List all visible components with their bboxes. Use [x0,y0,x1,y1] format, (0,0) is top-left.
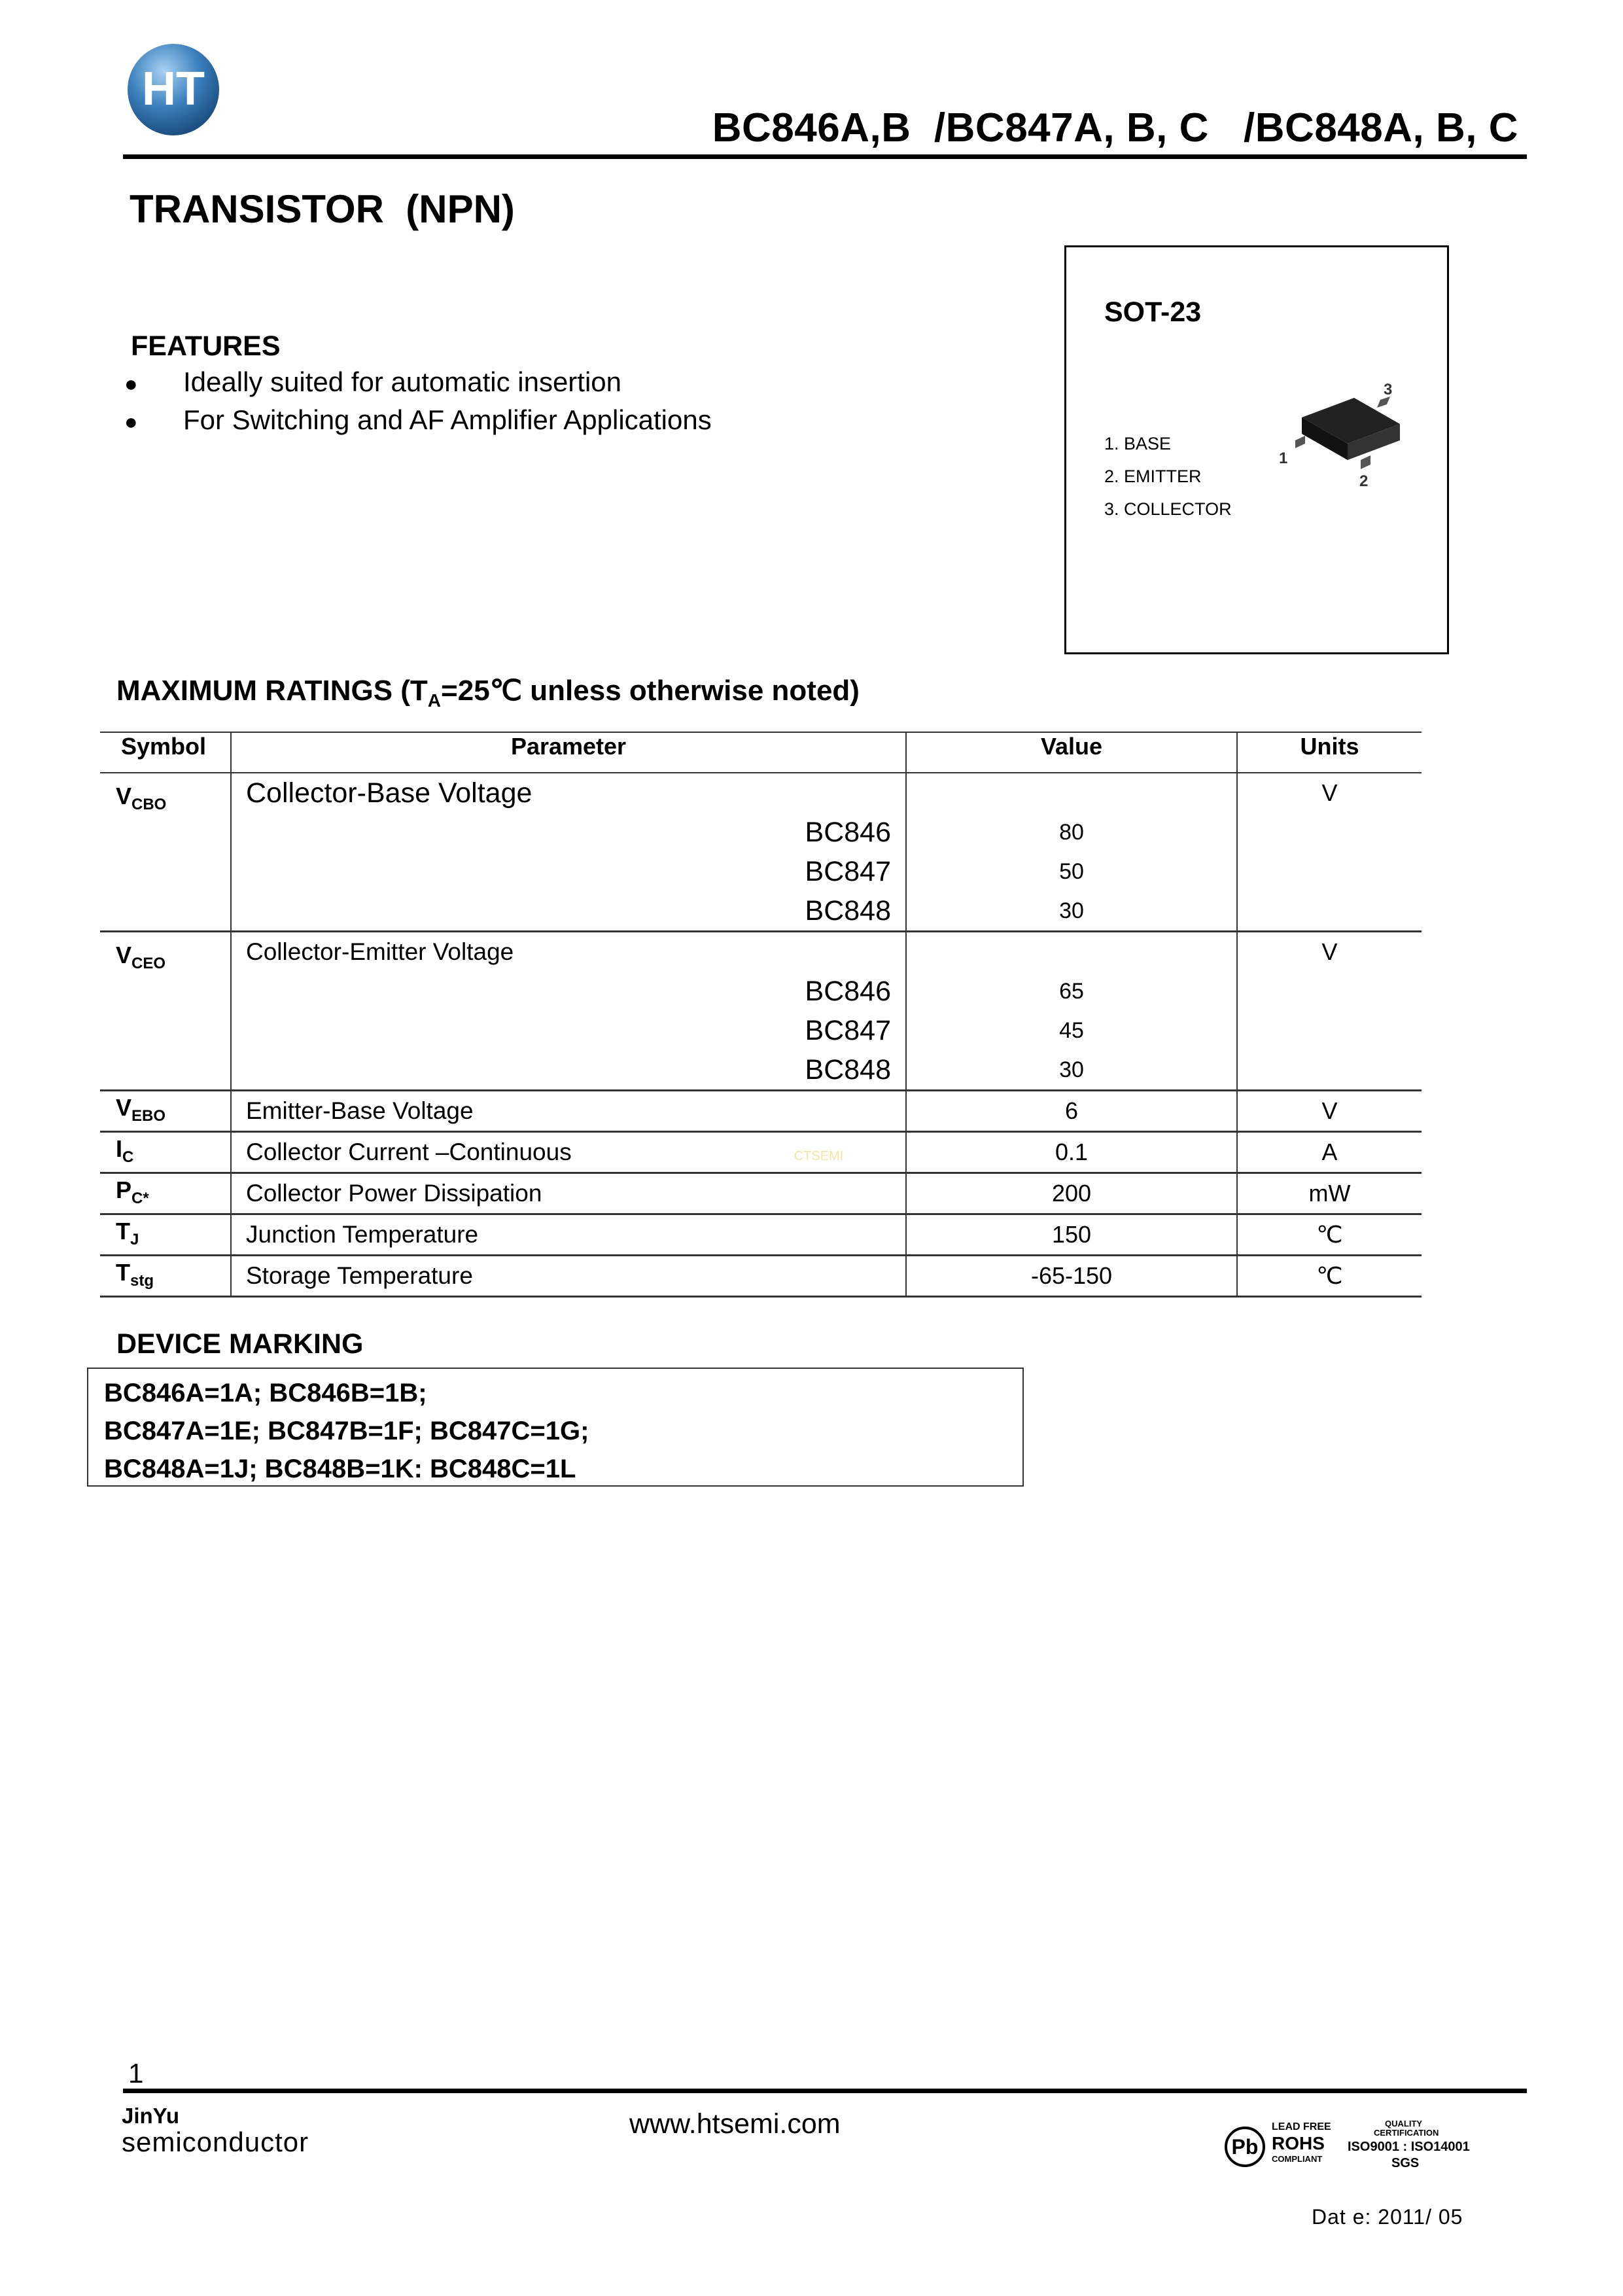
table-header-row [100,732,1422,773]
symbol-cell: $T_{stg}$ [100,1256,231,1297]
parameter-cell: Collector-Emitter Voltage BC846 BC847 BC848 [231,932,906,1091]
company-subtitle: semiconductor [122,2127,309,2157]
column-header-parameter: Parameter [231,732,906,773]
pin-label-emitter: 2. EMITTER [1104,467,1202,486]
unit-cell: ℃ [1237,1256,1422,1297]
symbol-cell: $I_C$ [100,1132,231,1173]
marking-line: BC848A=1J; BC848B=1K: BC848C=1L [104,1455,576,1483]
sot23-package-icon [1263,378,1420,489]
feature-item [124,404,712,436]
device-marking-box [87,1368,1024,1487]
lead-free-label: LEAD FREE [1272,2121,1331,2132]
iso-label: ISO9001 : ISO14001 [1348,2140,1470,2154]
certification-label: CERTIFICATION [1374,2128,1439,2138]
value-cell: 150 [906,1214,1237,1256]
device-marking-heading: DEVICE MARKING [116,1328,364,1360]
package-box [1064,245,1449,654]
table-row [100,1132,1422,1173]
features-heading: FEATURES [131,330,281,362]
column-header-units: Units [1237,732,1422,773]
parameter-cell: Junction Temperature [231,1214,906,1256]
header-rule [123,154,1527,159]
document-date: Dat e: 2011/ 05 [1312,2205,1463,2229]
bullet-icon: ● [124,372,138,397]
table-row [100,1256,1422,1297]
pin-label-collector: 3. COLLECTOR [1104,499,1232,519]
pin-number-1: 1 [1279,450,1288,467]
table-row [100,932,1422,1091]
rohs-label: ROHS [1272,2133,1325,2153]
company-logo [124,41,222,139]
value-cell: 0.1 [906,1132,1237,1173]
quality-label: QUALITY [1385,2119,1423,2128]
ratings-table [100,732,1422,1298]
unit-cell: A [1237,1132,1422,1173]
footer-rule [123,2089,1527,2093]
part-numbers-title: BC846A,B /BC847A, B, C /BC848A, B, C [712,105,1518,150]
unit-cell: ℃ [1237,1214,1422,1256]
page-number: 1 [128,2058,144,2089]
feature-text: Ideally suited for automatic insertion [183,366,622,397]
compliant-label: COMPLIANT [1272,2154,1323,2164]
unit-cell: V [1237,932,1422,1091]
unit-cell: V [1237,1091,1422,1132]
parameter-cell: Collector-Base Voltage BC846 BC847 BC848 [231,773,906,932]
ratings-heading: MAXIMUM RATINGS ($T_A=25℃$ unless otherwise noted) [116,675,860,711]
table-row [100,1091,1422,1132]
symbol-cell: $V_{CBO}$ [100,773,231,932]
parameter-cell: Collector Current –Continuous CTSEMI [231,1132,906,1173]
parameter-cell: Storage Temperature [231,1256,906,1297]
value-cell: 65 45 30 [906,932,1237,1091]
table-row [100,1173,1422,1214]
symbol-cell: $V_{EBO}$ [100,1091,231,1132]
symbol-cell: $P_{C*}$ [100,1173,231,1214]
symbol-cell: $T_J$ [100,1214,231,1256]
value-cell: 200 [906,1173,1237,1214]
certification-badges [1225,2120,1499,2179]
pin-label-base: 1. BASE [1104,434,1172,453]
feature-text: For Switching and AF Amplifier Applications [183,404,712,435]
bullet-icon: ● [124,410,138,434]
parameter-cell: Emitter-Base Voltage [231,1091,906,1132]
unit-cell: V [1237,773,1422,932]
parameter-cell: Collector Power Dissipation [231,1173,906,1214]
table-row [100,773,1422,932]
unit-cell: mW [1237,1173,1422,1214]
value-cell: 80 50 30 [906,773,1237,932]
value-cell: 6 [906,1091,1237,1132]
company-name: JinYu [122,2104,180,2128]
feature-item [124,366,621,398]
marking-line: BC847A=1E; BC847B=1F; BC847C=1G; [104,1417,589,1445]
column-header-symbol: Symbol [100,732,231,773]
document-title: TRANSISTOR (NPN) [130,187,515,231]
marking-line: BC846A=1A; BC846B=1B; [104,1379,427,1407]
pin-number-2: 2 [1359,472,1369,489]
website-link[interactable]: www.htsemi.com [629,2108,841,2140]
column-header-value: Value [906,732,1237,773]
symbol-cell: $V_{CEO}$ [100,932,231,1091]
package-name: SOT-23 [1104,296,1202,328]
table-row [100,1214,1422,1256]
lead-free-icon: Pb [1225,2127,1265,2167]
sgs-label: SGS [1391,2156,1420,2170]
value-cell: -65-150 [906,1256,1237,1297]
logo-text: HT [142,63,205,115]
pin-number-3: 3 [1384,381,1393,398]
watermark: CTSEMI [794,1149,844,1163]
